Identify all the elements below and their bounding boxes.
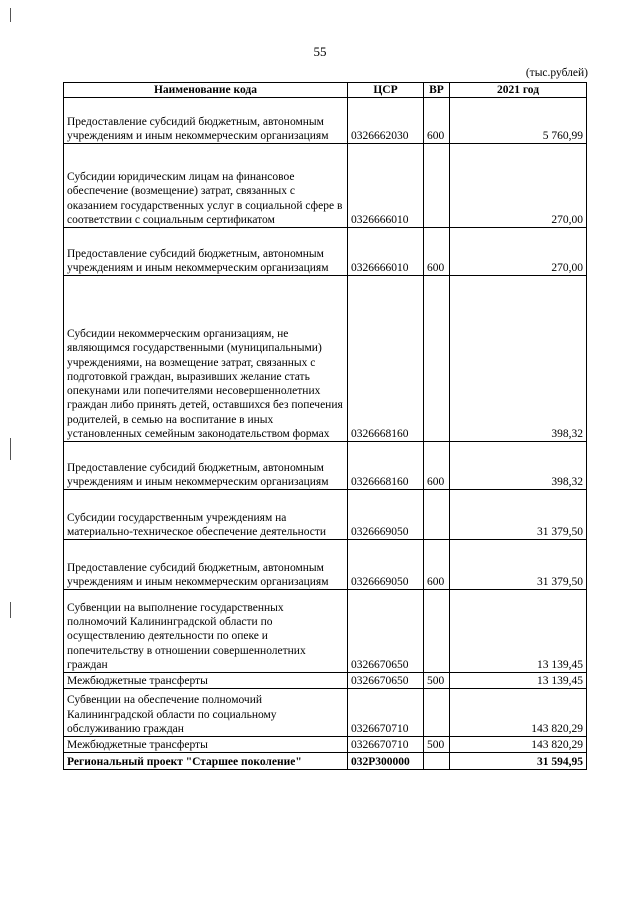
table-row — [64, 689, 587, 737]
page-number: 55 — [313, 44, 327, 59]
table-row — [64, 737, 587, 753]
table-row — [64, 753, 587, 770]
row-vr-cell — [424, 144, 450, 228]
row-csr-cell: 0326670710 — [348, 737, 424, 753]
row-amount-cell: 13 139,45 — [450, 590, 587, 673]
row-name-cell: Межбюджетные трансферты — [64, 737, 348, 753]
units-label: (тыс.рублей) — [525, 67, 588, 79]
row-amount-cell: 398,32 — [450, 276, 587, 442]
row-name-cell: Субвенции на обеспечение полномочий Калининградской области по социальному обслуживанию граждан — [64, 689, 348, 737]
header-year: 2021 год — [450, 83, 587, 98]
row-vr-cell: 500 — [424, 737, 450, 753]
row-csr-cell: 0326662030 — [348, 98, 424, 144]
row-amount-cell: 270,00 — [450, 228, 587, 276]
row-amount-cell: 270,00 — [450, 144, 587, 228]
row-vr-cell: 600 — [424, 540, 450, 590]
row-vr-cell — [424, 276, 450, 442]
row-csr-cell: 0326666010 — [348, 228, 424, 276]
budget-table — [63, 82, 587, 770]
row-csr-cell: 0326668160 — [348, 276, 424, 442]
table-body — [64, 98, 587, 770]
row-amount-cell: 31 594,95 — [450, 753, 587, 770]
header-csr: ЦСР — [348, 83, 424, 98]
row-name-cell: Предоставление субсидий бюджетным, автономным учреждениям и иным некоммерческим организациям — [64, 98, 348, 144]
table-header-row — [64, 83, 587, 98]
row-vr-cell: 600 — [424, 98, 450, 144]
table-row — [64, 228, 587, 276]
table-row — [64, 590, 587, 673]
row-csr-cell: 0326669050 — [348, 490, 424, 540]
row-vr-cell — [424, 490, 450, 540]
margin-mark — [10, 602, 11, 618]
row-vr-cell: 600 — [424, 228, 450, 276]
header-vr: ВР — [424, 83, 450, 98]
row-name-cell: Предоставление субсидий бюджетным, автономным учреждениям и иным некоммерческим организациям — [64, 442, 348, 490]
row-name-cell: Предоставление субсидий бюджетным, автономным учреждениям и иным некоммерческим организациям — [64, 540, 348, 590]
table-row — [64, 276, 587, 442]
row-csr-cell: 032P300000 — [348, 753, 424, 770]
margin-mark — [10, 438, 11, 460]
table-row — [64, 490, 587, 540]
row-amount-cell: 143 820,29 — [450, 689, 587, 737]
row-csr-cell: 0326670650 — [348, 673, 424, 689]
row-name-cell: Предоставление субсидий бюджетным, автономным учреждениям и иным некоммерческим организациям — [64, 228, 348, 276]
row-name-cell: Субвенции на выполнение государственных полномочий Калининградской области по осуществлению деятельности по опеке и попечительству в отношении совершеннолетних граждан — [64, 590, 348, 673]
row-vr-cell — [424, 689, 450, 737]
row-name-cell: Субсидии юридическим лицам на финансовое обеспечение (возмещение) затрат, связанных с оказанием государственных услуг в социальной сфере в соответствии с социальным сертификатом — [64, 144, 348, 228]
row-csr-cell: 0326669050 — [348, 540, 424, 590]
table-row — [64, 673, 587, 689]
table-row — [64, 98, 587, 144]
header-name: Наименование кода — [64, 83, 348, 98]
row-amount-cell: 31 379,50 — [450, 490, 587, 540]
row-vr-cell — [424, 753, 450, 770]
row-amount-cell: 13 139,45 — [450, 673, 587, 689]
row-vr-cell: 600 — [424, 442, 450, 490]
table-row — [64, 540, 587, 590]
row-csr-cell: 0326670650 — [348, 590, 424, 673]
row-csr-cell: 0326666010 — [348, 144, 424, 228]
row-vr-cell — [424, 590, 450, 673]
margin-mark — [10, 8, 11, 22]
row-amount-cell: 31 379,50 — [450, 540, 587, 590]
row-amount-cell: 5 760,99 — [450, 98, 587, 144]
row-vr-cell: 500 — [424, 673, 450, 689]
row-amount-cell: 398,32 — [450, 442, 587, 490]
row-name-cell: Субсидии некоммерческим организациям, не являющимся государственными (муниципальными) учреждениями, на возмещение затрат, связанных с подготовкой граждан, выразивших желание стать опекунами или попечителями несовершеннолетних граждан либо принять детей, оставшихся без попечения родителей, в семью на воспитание в иных установленных семейным законодательством формах — [64, 276, 348, 442]
row-name-cell: Межбюджетные трансферты — [64, 673, 348, 689]
row-name-cell: Субсидии государственным учреждениям на материально-техническое обеспечение деятельности — [64, 490, 348, 540]
table-row — [64, 144, 587, 228]
row-amount-cell: 143 820,29 — [450, 737, 587, 753]
table-row — [64, 442, 587, 490]
row-csr-cell: 0326670710 — [348, 689, 424, 737]
row-name-cell: Региональный проект "Старшее поколение" — [64, 753, 348, 770]
row-csr-cell: 0326668160 — [348, 442, 424, 490]
